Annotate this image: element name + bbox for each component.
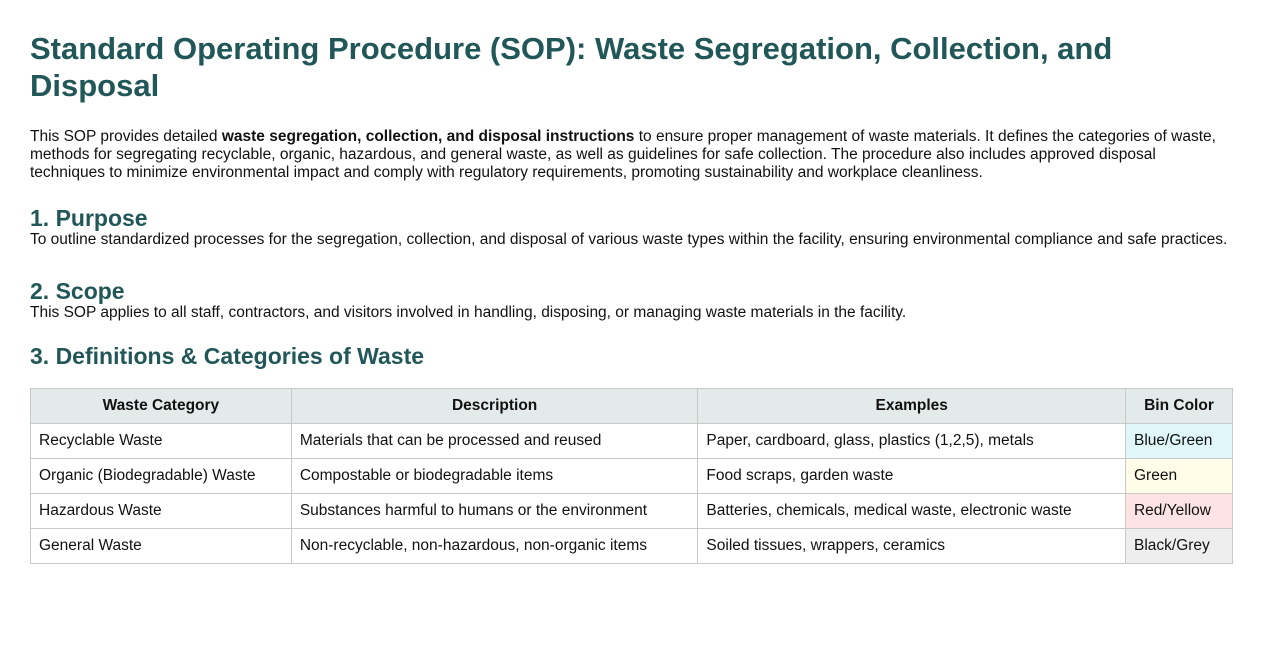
cell-description: Substances harmful to humans or the environment	[291, 494, 698, 529]
cell-examples: Food scraps, garden waste	[698, 459, 1126, 494]
header-description: Description	[291, 389, 698, 424]
table-header-row	[31, 389, 1233, 424]
cell-description: Compostable or biodegradable items	[291, 459, 698, 494]
cell-description: Non-recyclable, non-hazardous, non-organic items	[291, 529, 698, 564]
cell-examples: Batteries, chemicals, medical waste, electronic waste	[698, 494, 1126, 529]
intro-bold-text: waste segregation, collection, and disposal instructions	[221, 128, 635, 145]
page-title: Standard Operating Procedure (SOP): Waste Segregation, Collection, and Disposal	[30, 31, 1113, 103]
cell-category: General Waste	[31, 529, 292, 564]
intro-text-end: to ensure proper management of waste materials. It defines the categories of waste, methods for segregating recyclable, organic, hazardous, and general waste, as well as guidelines for safe collection. The procedure also includes approved disposal techniques to minimize environmental impact and comply with regulatory requirements, promoting sustainability and workplace cleanliness.	[30, 128, 1216, 181]
scope-text: This SOP applies to all staff, contractors, and visitors involved in handling, disposing, or managing waste materials in the facility.	[30, 304, 907, 321]
header-bin-color: Bin Color	[1125, 389, 1232, 424]
cell-bin-color: Green	[1125, 459, 1232, 494]
header-waste-category: Waste Category	[31, 389, 292, 424]
document-page	[0, 30, 1263, 564]
table-row	[31, 494, 1233, 529]
cell-category: Recyclable Waste	[31, 424, 292, 459]
table-row	[31, 459, 1233, 494]
cell-bin-color: Red/Yellow	[1125, 494, 1232, 529]
cell-bin-color: Black/Grey	[1125, 529, 1232, 564]
table-row	[31, 529, 1233, 564]
cell-bin-color: Blue/Green	[1125, 424, 1232, 459]
purpose-heading: 1. Purpose	[30, 205, 148, 231]
cell-examples: Paper, cardboard, glass, plastics (1,2,5), metals	[698, 424, 1126, 459]
intro-text-start: This SOP provides detailed	[30, 128, 222, 145]
definitions-heading: 3. Definitions & Categories of Waste	[30, 343, 425, 369]
cell-category: Hazardous Waste	[31, 494, 292, 529]
cell-examples: Soiled tissues, wrappers, ceramics	[698, 529, 1126, 564]
cell-category: Organic (Biodegradable) Waste	[31, 459, 292, 494]
cell-description: Materials that can be processed and reused	[291, 424, 698, 459]
intro-paragraph	[30, 128, 1233, 182]
scope-heading: 2. Scope	[30, 278, 125, 304]
waste-categories-table	[30, 388, 1233, 564]
header-examples: Examples	[698, 389, 1126, 424]
purpose-text: To outline standardized processes for the segregation, collection, and disposal of various waste types within the facility, ensuring environmental compliance and safe practices.	[30, 231, 1228, 248]
table-row	[31, 424, 1233, 459]
